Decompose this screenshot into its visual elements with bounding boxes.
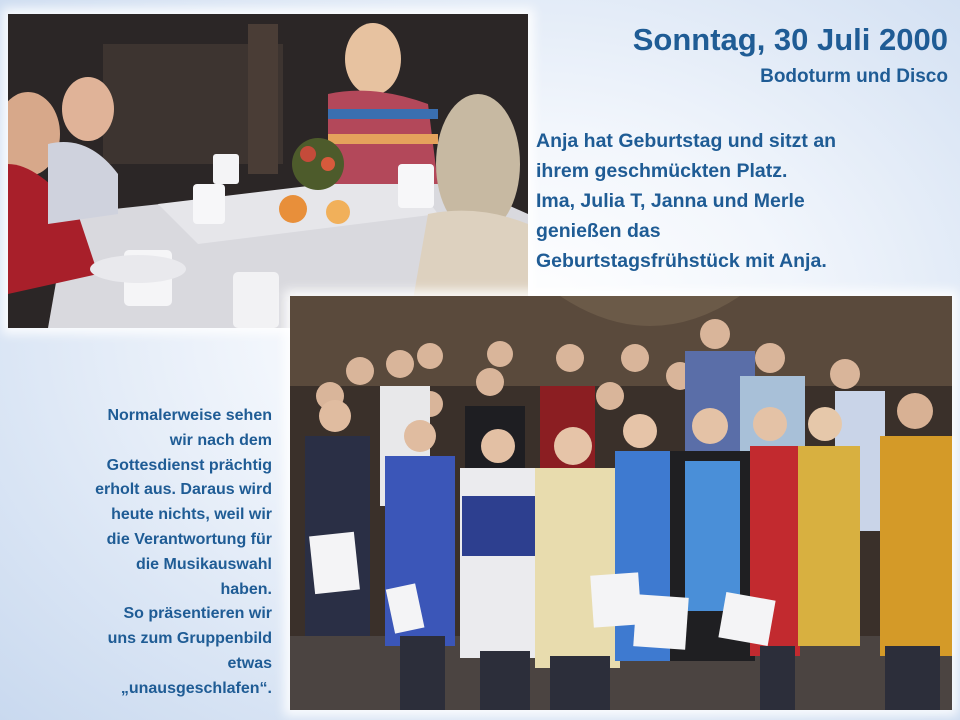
breakfast-photo [8,14,528,328]
caption-line: wir nach dem [169,431,272,449]
group-caption [22,404,272,702]
group-photo-image [290,296,952,710]
birthday-description [536,126,946,276]
description-line: ihrem geschmückten Platz. [536,160,788,182]
caption-line: die Verantwortung für [106,530,272,548]
caption-line: heute nichts, weil wir [111,506,272,524]
description-line: Ima, Julia T, Janna und Merle [536,190,805,212]
caption-line: etwas [227,654,272,672]
page-title: Sonntag, 30 Juli 2000 [632,22,948,57]
page-subtitle: Bodoturm und Disco [760,66,948,87]
caption-line: Normalerweise sehen [107,407,272,424]
description-line: Anja hat Geburtstag und sitzt an [536,130,837,152]
caption-line: „unausgeschlafen“. [120,679,272,697]
caption-line: Gottesdienst prächtig [106,456,272,474]
group-photo [290,296,952,710]
breakfast-photo-image [8,14,528,328]
description-line: genießen das [536,220,661,242]
caption-line: So präsentieren wir [123,605,272,623]
caption-line: uns zum Gruppenbild [107,630,272,648]
caption-line: erholt aus. Daraus wird [95,481,272,499]
caption-line: haben. [220,580,272,598]
caption-line: die Musikauswahl [135,555,272,573]
description-line: Geburtstagsfrühstück mit Anja. [536,250,827,272]
